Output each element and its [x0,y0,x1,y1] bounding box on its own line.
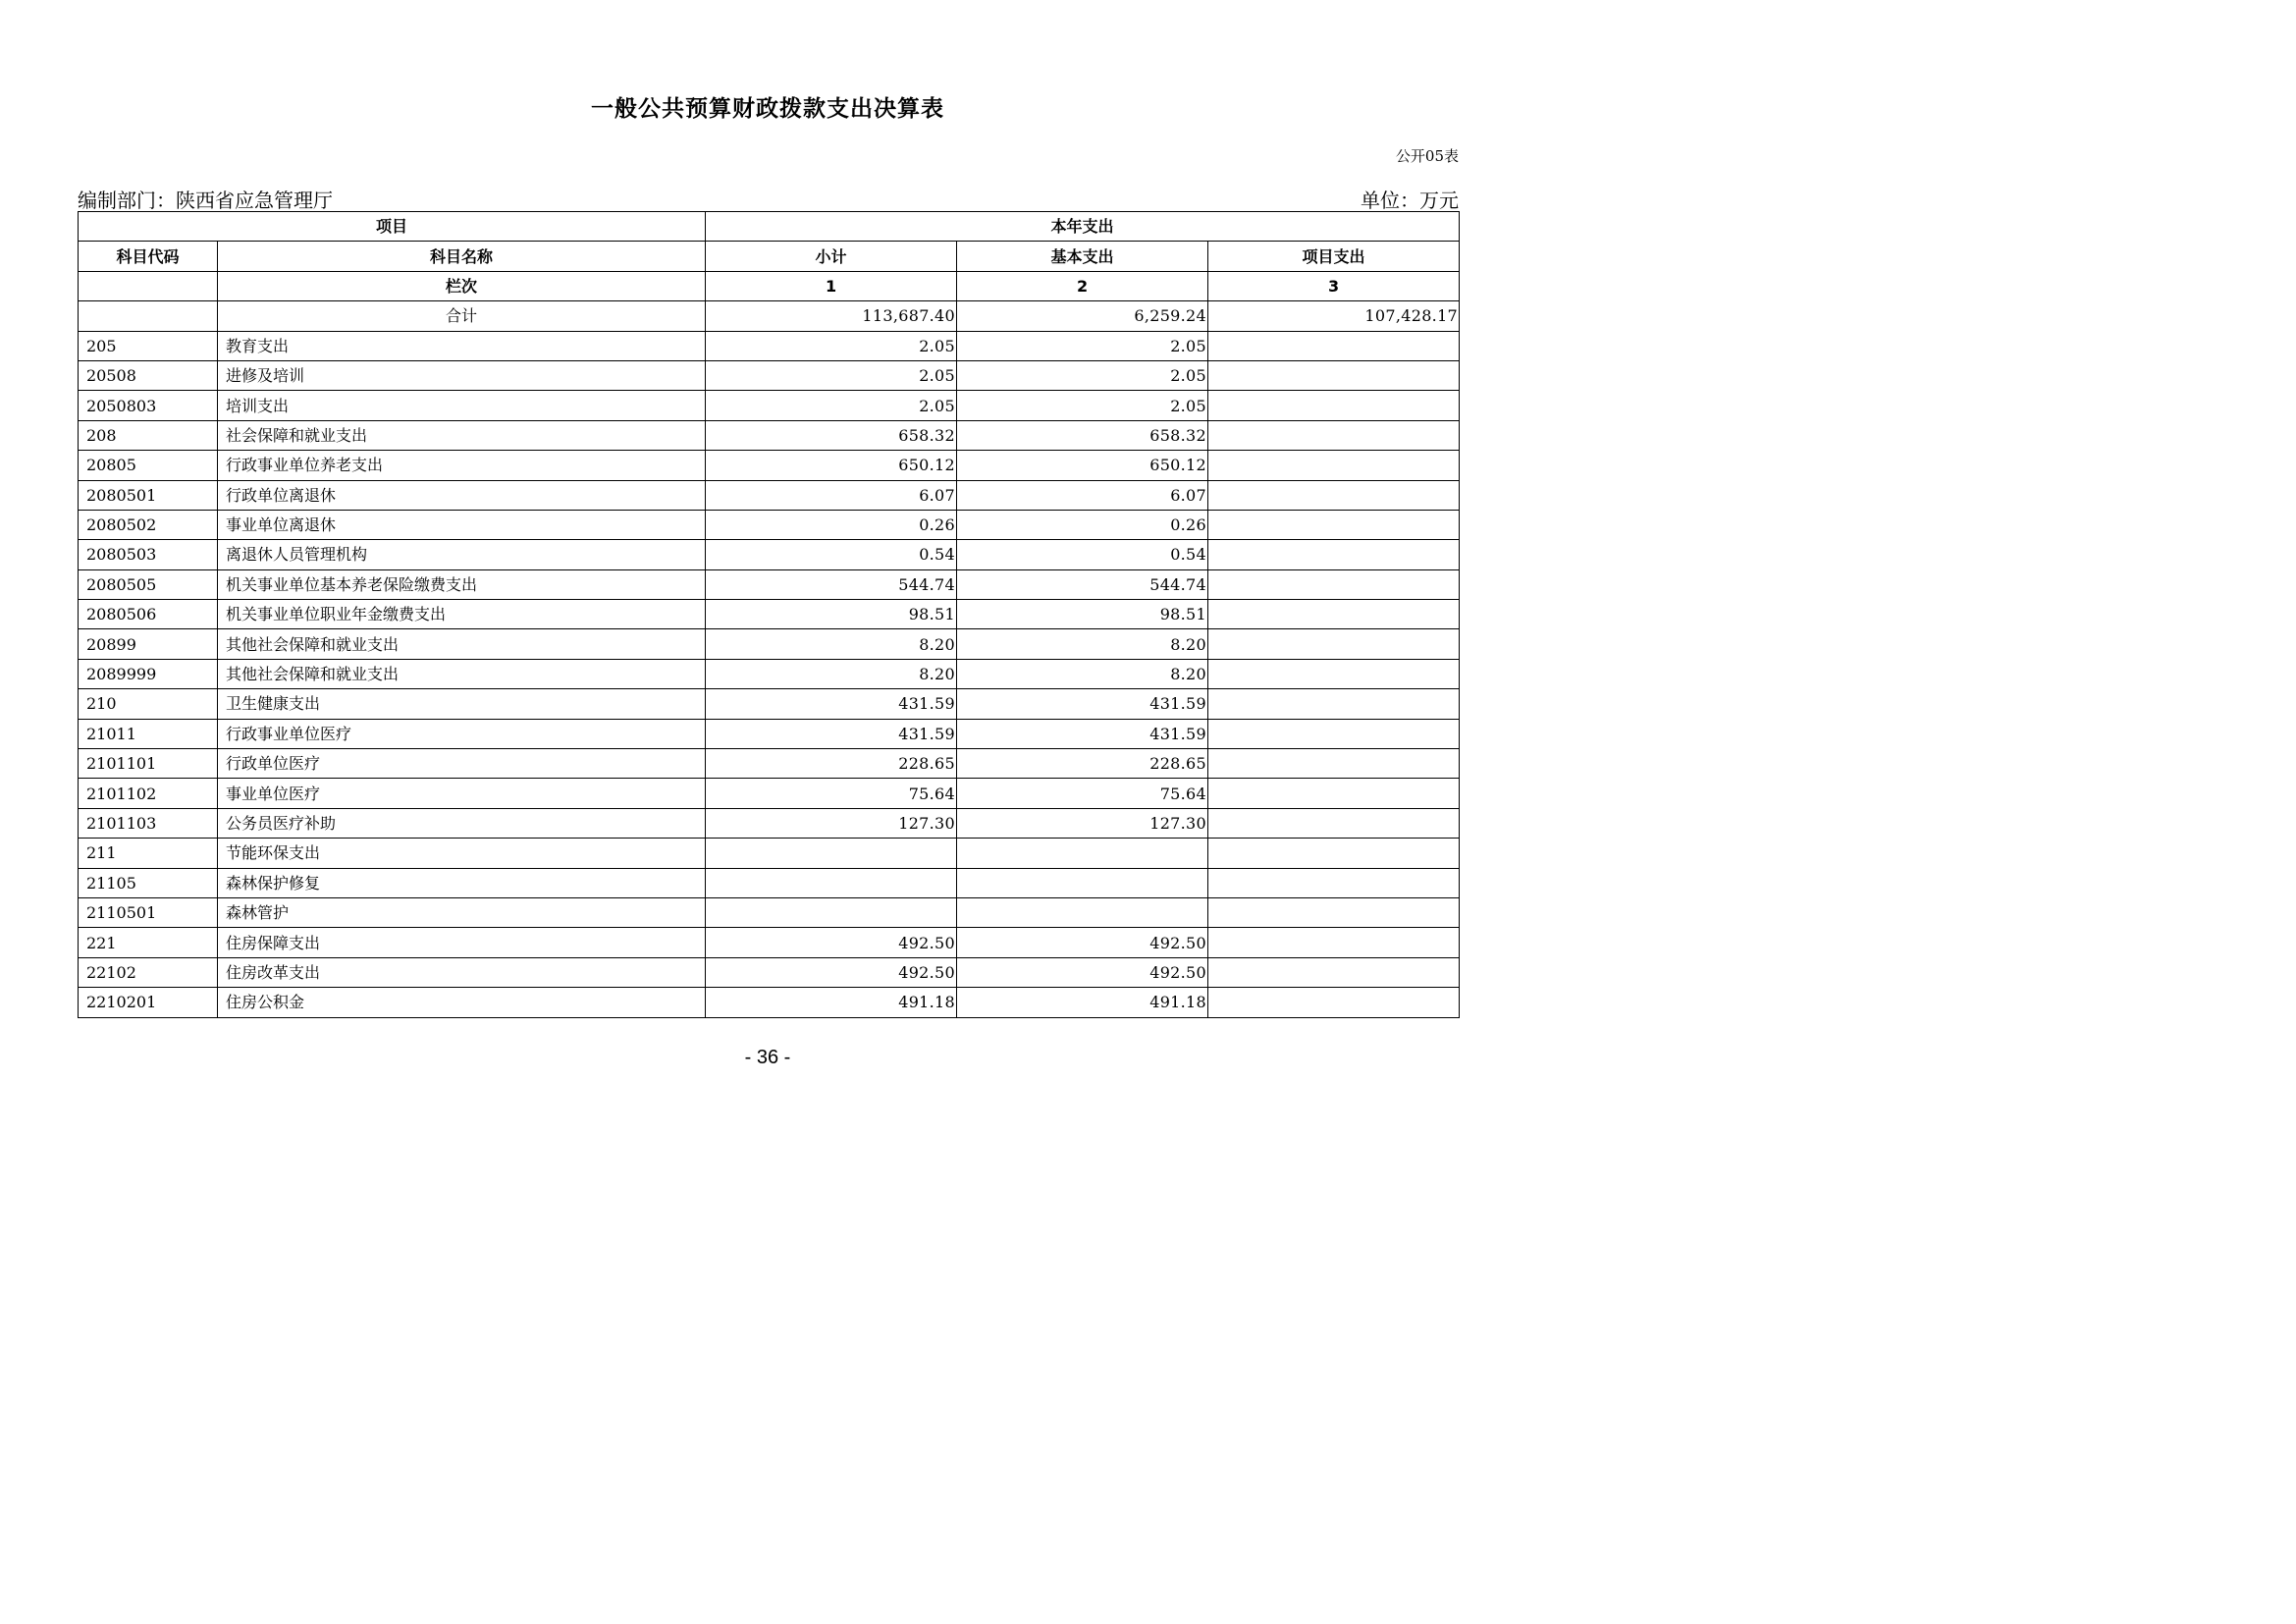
row-basic: 0.26 [957,510,1208,539]
row-code: 2089999 [79,659,218,688]
table-row [79,510,1460,539]
table-row [79,659,1460,688]
column-number-1: 1 [706,271,957,300]
table-row [79,360,1460,390]
row-subtotal: 658.32 [706,420,957,450]
row-name: 社会保障和就业支出 [218,420,706,450]
table-row [79,928,1460,957]
row-project [1208,749,1460,779]
total-basic: 6,259.24 [957,301,1208,331]
row-project [1208,808,1460,838]
row-subtotal: 8.20 [706,629,957,659]
row-basic: 491.18 [957,988,1208,1017]
row-project [1208,719,1460,748]
row-subtotal: 492.50 [706,957,957,987]
column-number-blank [79,271,218,300]
header-row-columns [79,242,1460,271]
row-code: 2110501 [79,897,218,927]
row-project [1208,510,1460,539]
row-project [1208,659,1460,688]
header-name: 科目名称 [218,242,706,271]
page-title: 一般公共预算财政拨款支出决算表 [591,96,944,122]
row-basic [957,897,1208,927]
table-row [79,957,1460,987]
row-name: 行政单位医疗 [218,749,706,779]
column-number-2: 2 [957,271,1208,300]
row-name: 森林管护 [218,897,706,927]
row-subtotal [706,897,957,927]
row-name: 进修及培训 [218,360,706,390]
row-project [1208,569,1460,599]
row-code: 2080503 [79,540,218,569]
row-subtotal: 2.05 [706,331,957,360]
row-subtotal: 228.65 [706,749,957,779]
table-row [79,540,1460,569]
row-basic: 98.51 [957,600,1208,629]
column-number-row [79,271,1460,300]
row-name: 公务员医疗补助 [218,808,706,838]
row-name: 其他社会保障和就业支出 [218,629,706,659]
row-project [1208,331,1460,360]
total-row [79,301,1460,331]
row-basic: 8.20 [957,659,1208,688]
row-project [1208,928,1460,957]
table-row [79,779,1460,808]
row-project [1208,480,1460,510]
table-row [79,749,1460,779]
row-subtotal: 0.26 [706,510,957,539]
column-number-3: 3 [1208,271,1460,300]
row-code: 2210201 [79,988,218,1017]
row-project [1208,868,1460,897]
table-row [79,629,1460,659]
department-label: 编制部门：陕西省应急管理厅 [78,189,333,212]
row-basic: 75.64 [957,779,1208,808]
row-basic: 228.65 [957,749,1208,779]
total-label: 合计 [218,301,706,331]
row-subtotal: 8.20 [706,659,957,688]
row-subtotal [706,839,957,868]
row-basic: 431.59 [957,719,1208,748]
row-code: 211 [79,839,218,868]
row-code: 2080505 [79,569,218,599]
row-project [1208,779,1460,808]
table-row [79,988,1460,1017]
row-basic: 6.07 [957,480,1208,510]
row-code: 210 [79,689,218,719]
row-name: 培训支出 [218,391,706,420]
row-basic: 2.05 [957,331,1208,360]
row-basic: 8.20 [957,629,1208,659]
row-basic: 127.30 [957,808,1208,838]
row-basic: 431.59 [957,689,1208,719]
row-subtotal: 98.51 [706,600,957,629]
row-name: 事业单位医疗 [218,779,706,808]
row-name: 机关事业单位职业年金缴费支出 [218,600,706,629]
row-basic: 544.74 [957,569,1208,599]
row-project [1208,451,1460,480]
row-code: 205 [79,331,218,360]
row-subtotal: 544.74 [706,569,957,599]
total-subtotal: 113,687.40 [706,301,957,331]
row-subtotal: 0.54 [706,540,957,569]
column-number-label: 栏次 [218,271,706,300]
table-row [79,839,1460,868]
row-project [1208,391,1460,420]
row-code: 2080502 [79,510,218,539]
row-basic: 2.05 [957,391,1208,420]
table-row [79,391,1460,420]
row-name: 机关事业单位基本养老保险缴费支出 [218,569,706,599]
row-project [1208,629,1460,659]
table-row [79,600,1460,629]
row-name: 卫生健康支出 [218,689,706,719]
row-basic: 0.54 [957,540,1208,569]
row-code: 21105 [79,868,218,897]
row-project [1208,420,1460,450]
row-name: 森林保护修复 [218,868,706,897]
row-subtotal: 127.30 [706,808,957,838]
row-name: 离退休人员管理机构 [218,540,706,569]
row-code: 22102 [79,957,218,987]
row-code: 208 [79,420,218,450]
row-project [1208,957,1460,987]
table-row [79,808,1460,838]
row-name: 行政事业单位医疗 [218,719,706,748]
row-code: 20508 [79,360,218,390]
row-basic: 650.12 [957,451,1208,480]
row-code: 2050803 [79,391,218,420]
row-subtotal: 6.07 [706,480,957,510]
page-number: - 36 - [744,1047,791,1068]
total-code-blank [79,301,218,331]
row-name: 住房保障支出 [218,928,706,957]
header-row-top [79,212,1460,242]
form-number: 公开05表 [1395,147,1459,165]
unit-label: 单位：万元 [1361,189,1459,212]
total-project: 107,428.17 [1208,301,1460,331]
row-subtotal: 2.05 [706,360,957,390]
table-row [79,480,1460,510]
row-name: 教育支出 [218,331,706,360]
header-subtotal: 小计 [706,242,957,271]
row-project [1208,360,1460,390]
table-row [79,689,1460,719]
table-row [79,897,1460,927]
row-project [1208,600,1460,629]
row-subtotal: 431.59 [706,689,957,719]
row-code: 20805 [79,451,218,480]
row-subtotal [706,868,957,897]
row-code: 2080501 [79,480,218,510]
budget-table [78,211,1460,1018]
row-code: 2080506 [79,600,218,629]
row-subtotal: 491.18 [706,988,957,1017]
row-project [1208,689,1460,719]
row-name: 行政事业单位养老支出 [218,451,706,480]
table-row [79,569,1460,599]
row-basic: 658.32 [957,420,1208,450]
row-name: 住房改革支出 [218,957,706,987]
table-row [79,420,1460,450]
row-code: 20899 [79,629,218,659]
row-subtotal: 492.50 [706,928,957,957]
row-basic [957,839,1208,868]
row-subtotal: 2.05 [706,391,957,420]
row-subtotal: 650.12 [706,451,957,480]
table-row [79,451,1460,480]
row-subtotal: 431.59 [706,719,957,748]
header-basic: 基本支出 [957,242,1208,271]
row-basic: 2.05 [957,360,1208,390]
row-code: 21011 [79,719,218,748]
row-basic: 492.50 [957,928,1208,957]
row-basic [957,868,1208,897]
row-name: 行政单位离退休 [218,480,706,510]
header-current-year: 本年支出 [706,212,1460,242]
row-project [1208,897,1460,927]
row-project [1208,839,1460,868]
table-row [79,868,1460,897]
row-code: 2101101 [79,749,218,779]
row-subtotal: 75.64 [706,779,957,808]
row-name: 事业单位离退休 [218,510,706,539]
header-project-expense: 项目支出 [1208,242,1460,271]
table-row [79,331,1460,360]
header-project: 项目 [79,212,706,242]
row-project [1208,540,1460,569]
row-name: 住房公积金 [218,988,706,1017]
row-basic: 492.50 [957,957,1208,987]
row-project [1208,988,1460,1017]
header-code: 科目代码 [79,242,218,271]
row-code: 2101102 [79,779,218,808]
row-code: 221 [79,928,218,957]
row-name: 其他社会保障和就业支出 [218,659,706,688]
table-row [79,719,1460,748]
row-code: 2101103 [79,808,218,838]
row-name: 节能环保支出 [218,839,706,868]
